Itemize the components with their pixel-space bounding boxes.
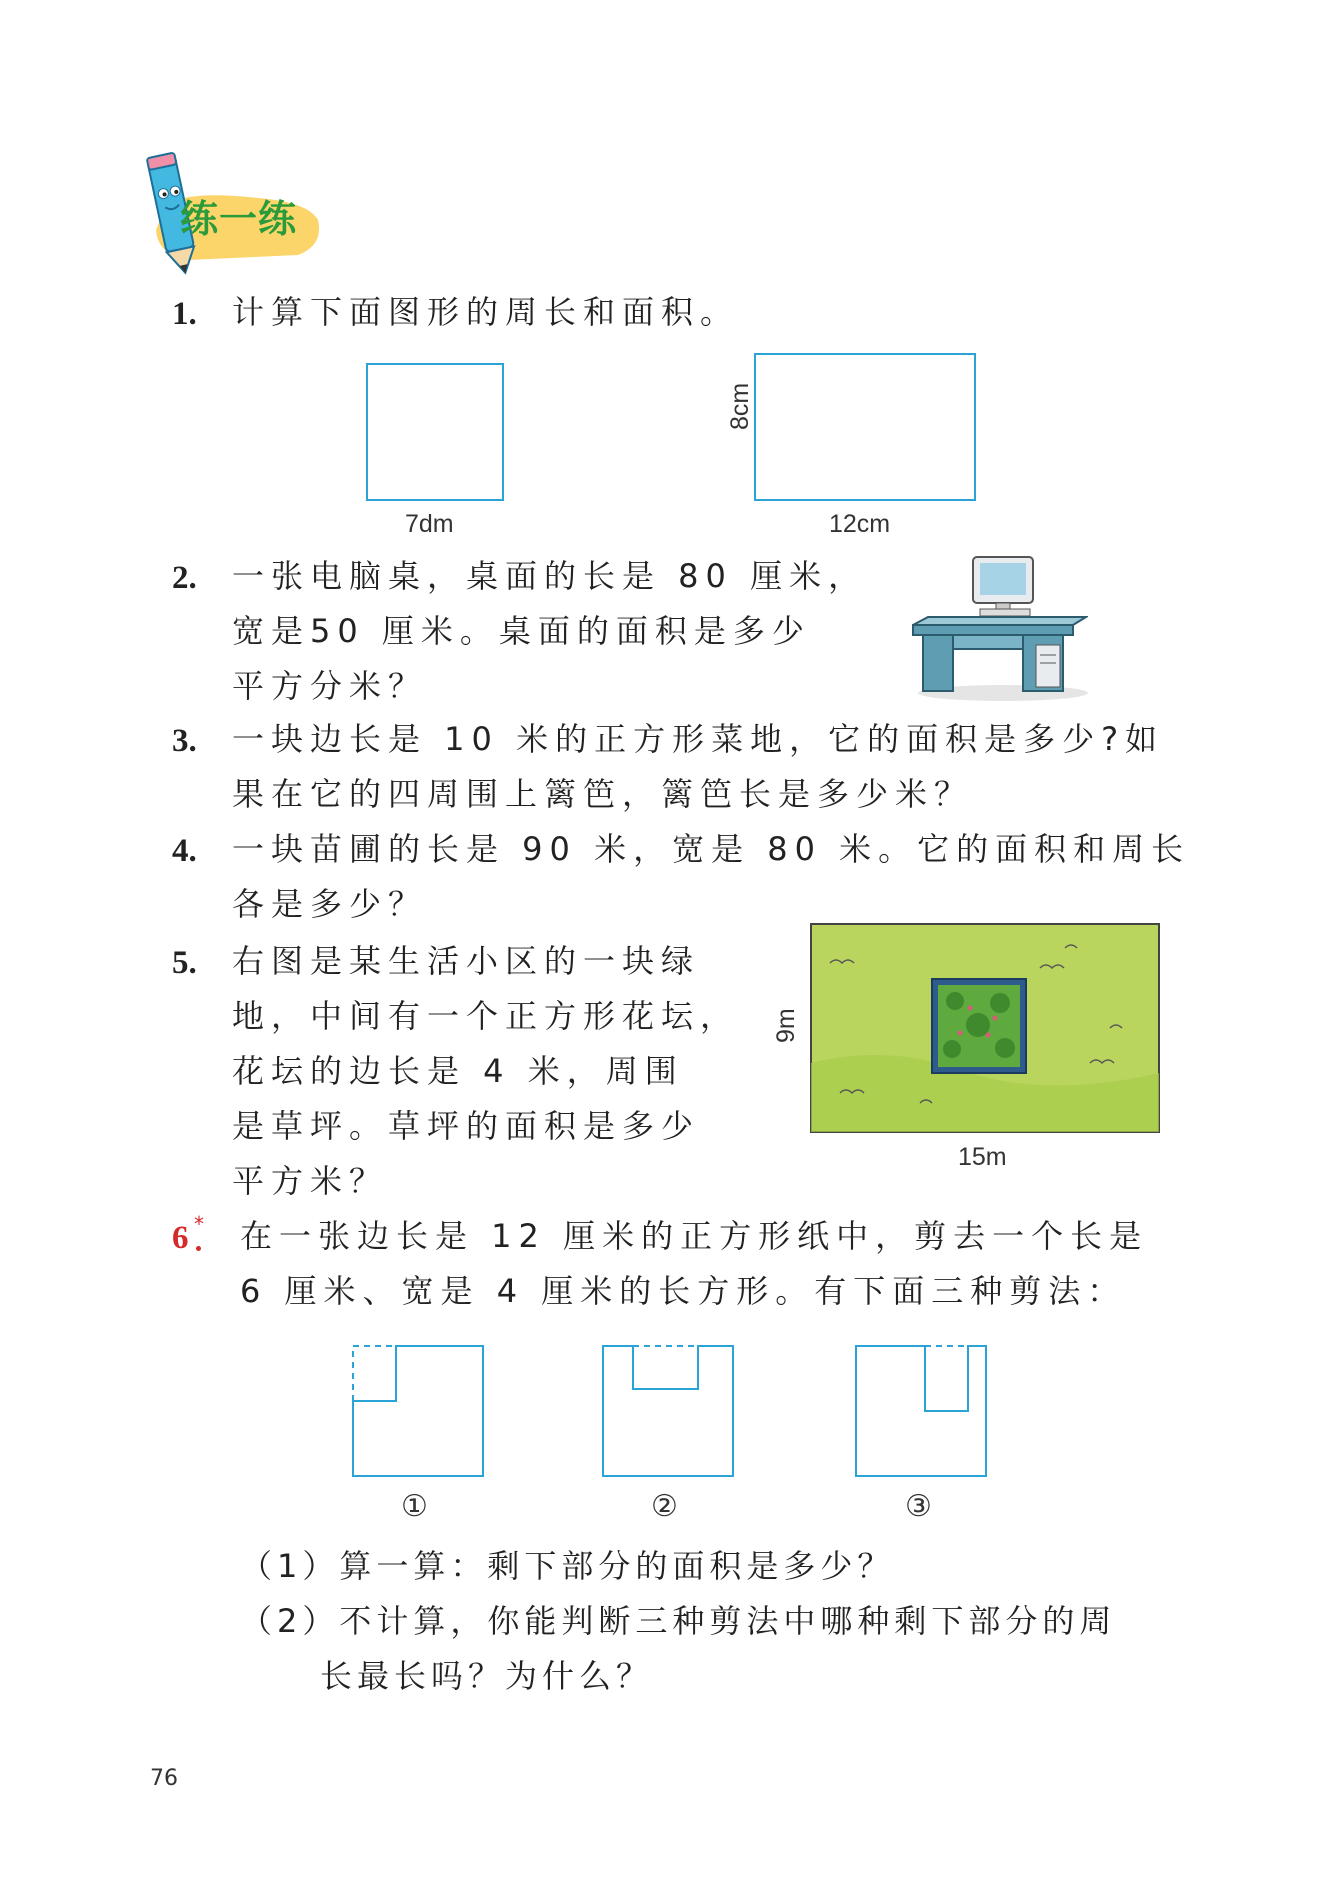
q3-number: 3. — [172, 723, 197, 759]
q4-line-1: 一块苗圃的长是 90 米，宽是 80 米。它的面积和周长 — [232, 830, 1191, 868]
q1-text: 计算下面图形的周长和面积。 — [232, 293, 740, 331]
q1-rect-height-label: 8cm — [726, 382, 754, 430]
practice-header — [128, 150, 338, 280]
q5-line-1: 右图是某生活小区的一块绿 — [232, 942, 701, 980]
q4-number: 4. — [172, 833, 197, 869]
q2-number: 2. — [172, 560, 197, 596]
q6-sub2-line-2: 长最长吗？为什么？ — [320, 1657, 654, 1695]
q2-line-1: 一张电脑桌，桌面的长是 80 厘米， — [232, 557, 868, 595]
q1-square-label: 7dm — [405, 510, 454, 538]
q6-dot — [196, 1246, 201, 1251]
q1-number: 1. — [172, 296, 197, 332]
q5-line-4: 是草坪。草坪的面积是多少 — [232, 1107, 701, 1145]
q4-line-2: 各是多少？ — [232, 885, 428, 923]
q6-number: 6 — [172, 1220, 189, 1256]
q1-rectangle — [754, 353, 976, 501]
q3-line-2: 果在它的四周围上篱笆，篱笆长是多少米？ — [232, 775, 974, 813]
practice-title: 练一练 — [180, 197, 298, 241]
q6-line-1: 在一张边长是 12 厘米的正方形纸中，剪去一个长是 — [240, 1217, 1149, 1255]
q6-sub2-line-1: （2）不计算，你能判断三种剪法中哪种剩下部分的周 — [240, 1602, 1117, 1640]
q5-line-3: 花坛的边长是 4 米，周围 — [232, 1052, 684, 1090]
green-space-illustration — [810, 923, 1160, 1133]
q1-square — [366, 363, 504, 501]
page-number: 76 — [150, 1766, 178, 1791]
q6-star: * — [194, 1212, 204, 1236]
q6-figure-3 — [855, 1345, 987, 1477]
q2-line-3: 平方分米？ — [232, 667, 428, 705]
q6-line-2: 6 厘米、宽是 4 厘米的长方形。有下面三种剪法： — [240, 1272, 1127, 1310]
q5-width-label: 15m — [958, 1143, 1007, 1171]
q6-figure-3-label: ③ — [905, 1489, 932, 1524]
q3-line-1: 一块边长是 10 米的正方形菜地，它的面积是多少?如 — [232, 720, 1165, 758]
q1-rect-width-label: 12cm — [829, 510, 891, 538]
q5-line-5: 平方米？ — [232, 1162, 389, 1200]
q6-sub1: （1）算一算：剩下部分的面积是多少？ — [240, 1547, 895, 1585]
q5-height-label: 9m — [772, 1008, 800, 1043]
q5-line-2: 地，中间有一个正方形花坛， — [232, 997, 740, 1035]
q6-figure-1 — [352, 1345, 484, 1477]
q6-figure-1-label: ① — [401, 1489, 428, 1524]
q5-number: 5. — [172, 945, 197, 981]
computer-desk-illustration — [908, 553, 1088, 703]
q6-figure-2-label: ② — [651, 1489, 678, 1524]
q2-line-2: 宽是50 厘米。桌面的面积是多少 — [232, 612, 811, 650]
q6-figure-2 — [602, 1345, 734, 1477]
